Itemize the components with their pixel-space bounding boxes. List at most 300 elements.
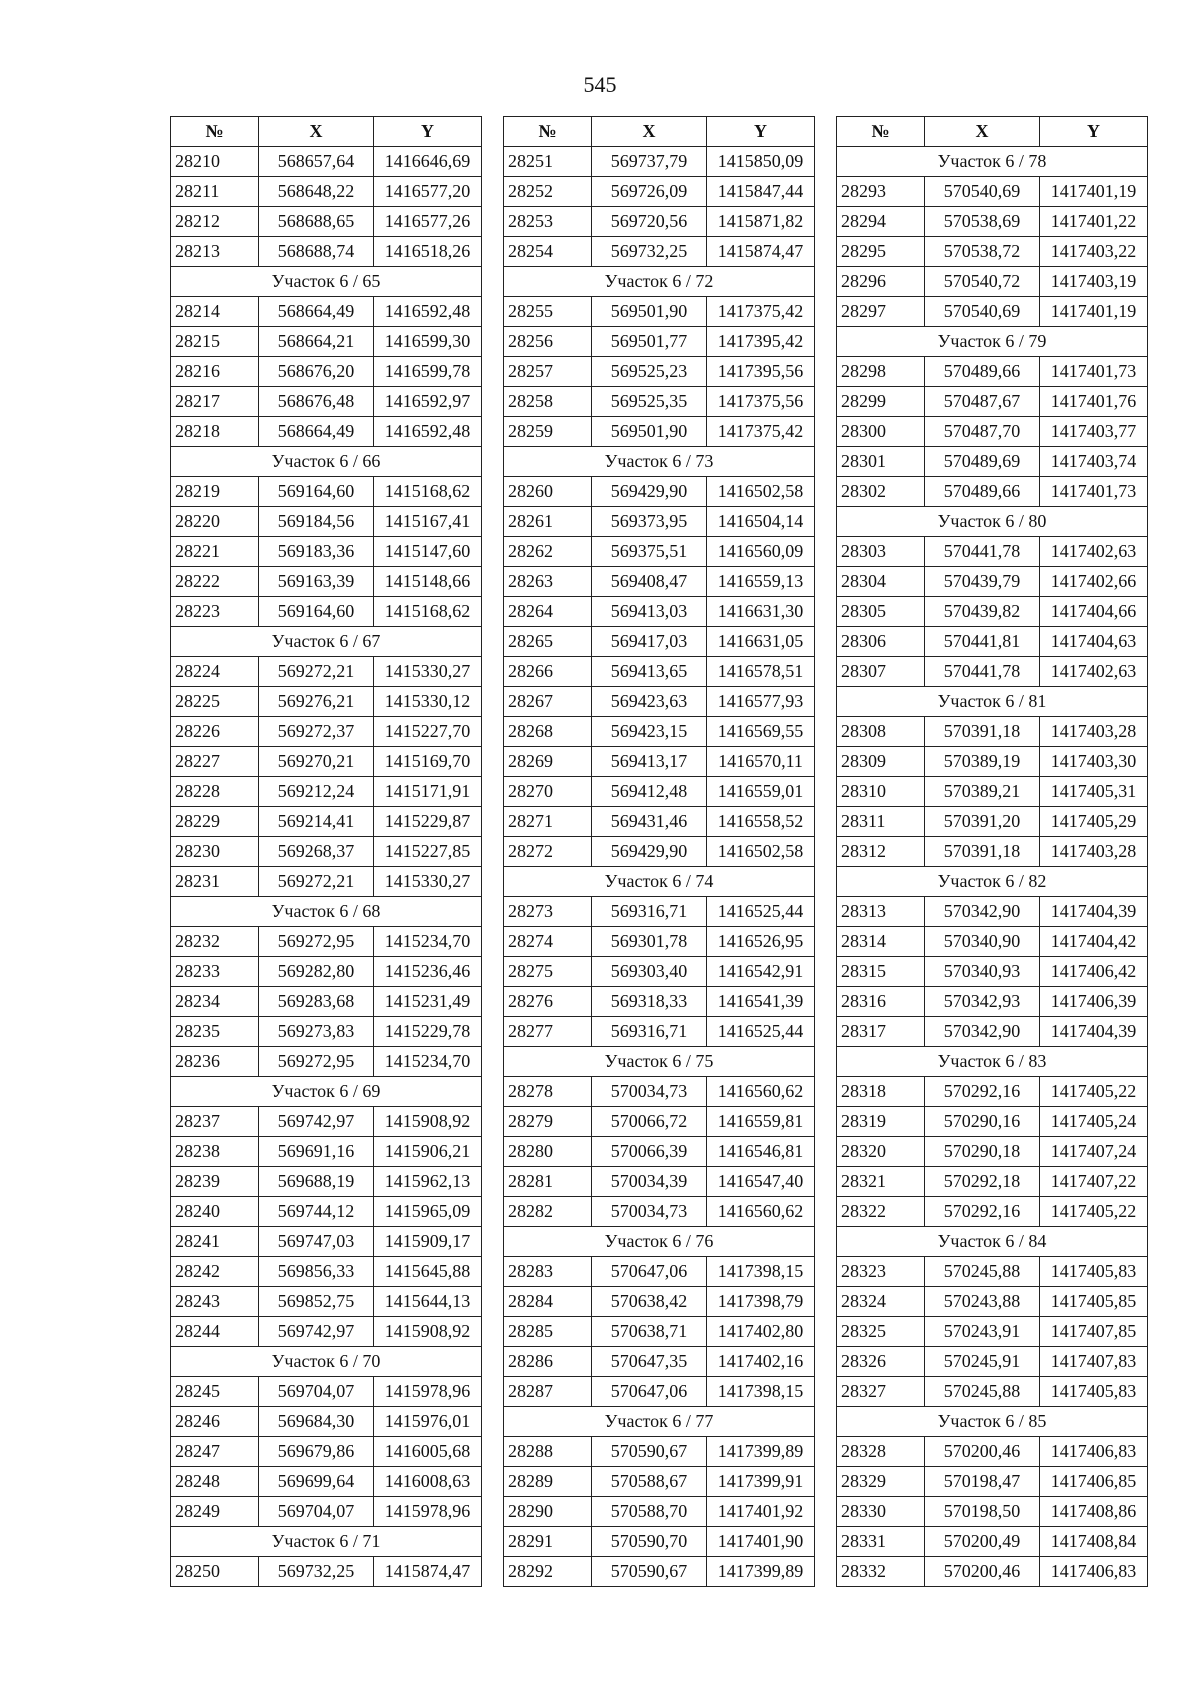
coord-y: 1417375,42 [707,417,815,447]
coord-x: 569525,23 [592,357,707,387]
point-number: 28264 [504,597,592,627]
coord-y: 1415147,60 [374,537,482,567]
coord-y: 1417404,39 [1040,897,1148,927]
table-row [837,237,1148,267]
table-row [504,747,815,777]
section-row [837,1407,1148,1437]
table-row [837,897,1148,927]
section-title: Участок 6 / 79 [837,327,1148,357]
point-number: 28231 [171,867,259,897]
point-number: 28213 [171,237,259,267]
section-row [504,447,815,477]
coord-x: 569272,95 [259,927,374,957]
table-row [171,327,482,357]
point-number: 28310 [837,777,925,807]
coord-y: 1417402,63 [1040,657,1148,687]
coord-y: 1417404,39 [1040,1017,1148,1047]
point-number: 28304 [837,567,925,597]
coord-y: 1415330,27 [374,657,482,687]
point-number: 28257 [504,357,592,387]
table-row [171,537,482,567]
coord-y: 1416560,62 [707,1077,815,1107]
table-row [171,1467,482,1497]
coord-y: 1416631,05 [707,627,815,657]
coord-x: 569212,24 [259,777,374,807]
section-title: Участок 6 / 75 [504,1047,815,1077]
point-number: 28267 [504,687,592,717]
table-row [171,357,482,387]
table-row [837,657,1148,687]
coord-y: 1417404,66 [1040,597,1148,627]
header-y: Y [1040,117,1148,147]
coord-x: 569679,86 [259,1437,374,1467]
point-number: 28237 [171,1107,259,1137]
coord-x: 569688,19 [259,1167,374,1197]
coord-y: 1417406,83 [1040,1557,1148,1587]
table-row [504,627,815,657]
point-number: 28274 [504,927,592,957]
point-number: 28292 [504,1557,592,1587]
coord-y: 1415645,88 [374,1257,482,1287]
section-row [837,327,1148,357]
coord-y: 1417404,63 [1040,627,1148,657]
coord-x: 570540,69 [925,177,1040,207]
coord-x: 570647,35 [592,1347,707,1377]
coord-x: 570200,46 [925,1437,1040,1467]
coord-x: 569525,35 [592,387,707,417]
coord-x: 570243,91 [925,1317,1040,1347]
coord-y: 1416577,20 [374,177,482,207]
point-number: 28272 [504,837,592,867]
coord-y: 1415644,13 [374,1287,482,1317]
coord-y: 1416599,78 [374,357,482,387]
coord-y: 1417406,39 [1040,987,1148,1017]
coord-y: 1417406,85 [1040,1467,1148,1497]
coord-x: 568664,49 [259,417,374,447]
coord-x: 569318,33 [592,987,707,1017]
table-row [504,987,815,1017]
table-row [171,1287,482,1317]
coord-x: 570340,90 [925,927,1040,957]
table-row [171,1167,482,1197]
table-row [504,1257,815,1287]
coord-x: 570066,39 [592,1137,707,1167]
coord-x: 570647,06 [592,1377,707,1407]
table-row [504,297,815,327]
table-row [171,1407,482,1437]
coord-y: 1415976,01 [374,1407,482,1437]
table-header [504,117,815,147]
coord-y: 1415148,66 [374,567,482,597]
coord-x: 570290,18 [925,1137,1040,1167]
point-number: 28273 [504,897,592,927]
table-row [171,867,482,897]
point-number: 28241 [171,1227,259,1257]
point-number: 28223 [171,597,259,627]
coord-y: 1416502,58 [707,477,815,507]
table-row [837,777,1148,807]
point-number: 28279 [504,1107,592,1137]
coord-y: 1416559,01 [707,777,815,807]
point-number: 28225 [171,687,259,717]
coord-y: 1417405,22 [1040,1197,1148,1227]
coord-x: 569283,68 [259,987,374,1017]
coord-x: 570389,19 [925,747,1040,777]
table-row [837,1467,1148,1497]
table-row [837,207,1148,237]
coord-x: 570245,88 [925,1377,1040,1407]
coord-x: 569720,56 [592,207,707,237]
coord-y: 1417401,19 [1040,177,1148,207]
table-row [504,567,815,597]
table-row [504,147,815,177]
coord-x: 570590,67 [592,1437,707,1467]
coord-x: 569164,60 [259,477,374,507]
section-title: Участок 6 / 71 [171,1527,482,1557]
coord-x: 570439,82 [925,597,1040,627]
coord-x: 570540,69 [925,297,1040,327]
coord-x: 568657,64 [259,147,374,177]
coord-y: 1417402,80 [707,1317,815,1347]
coord-x: 569412,48 [592,777,707,807]
section-row [837,147,1148,177]
table-row [837,1377,1148,1407]
coord-y: 1417401,19 [1040,297,1148,327]
coord-y: 1417406,83 [1040,1437,1148,1467]
coord-y: 1415236,46 [374,957,482,987]
point-number: 28277 [504,1017,592,1047]
coord-y: 1415874,47 [374,1557,482,1587]
coord-y: 1416525,44 [707,1017,815,1047]
coord-x: 570489,69 [925,447,1040,477]
coord-y: 1415171,91 [374,777,482,807]
coord-x: 570292,16 [925,1197,1040,1227]
table-row [171,1107,482,1137]
coord-x: 570638,42 [592,1287,707,1317]
table-row [837,267,1148,297]
coord-y: 1417399,91 [707,1467,815,1497]
point-number: 28220 [171,507,259,537]
coord-y: 1415229,87 [374,807,482,837]
table-row [837,1077,1148,1107]
point-number: 28260 [504,477,592,507]
coord-y: 1417403,28 [1040,837,1148,867]
table-row [504,1347,815,1377]
section-title: Участок 6 / 66 [171,447,482,477]
coord-x: 569742,97 [259,1107,374,1137]
section-title: Участок 6 / 72 [504,267,815,297]
table-row [171,837,482,867]
table-row [171,957,482,987]
section-title: Участок 6 / 74 [504,867,815,897]
coord-y: 1416646,69 [374,147,482,177]
coord-x: 570590,70 [592,1527,707,1557]
coord-y: 1417407,24 [1040,1137,1148,1167]
coord-y: 1417402,66 [1040,567,1148,597]
coord-y: 1417403,74 [1040,447,1148,477]
point-number: 28211 [171,177,259,207]
point-number: 28221 [171,537,259,567]
point-number: 28252 [504,177,592,207]
point-number: 28218 [171,417,259,447]
coord-x: 568664,21 [259,327,374,357]
table-row [504,507,815,537]
coordinates-table-2 [503,116,815,1587]
table-row [171,297,482,327]
table-row [504,387,815,417]
coord-x: 570588,67 [592,1467,707,1497]
section-row [837,507,1148,537]
point-number: 28296 [837,267,925,297]
table-row [171,507,482,537]
table-row [171,417,482,447]
coord-x: 569270,21 [259,747,374,777]
table-row [837,177,1148,207]
section-title: Участок 6 / 83 [837,1047,1148,1077]
coord-y: 1416518,26 [374,237,482,267]
coord-x: 569273,83 [259,1017,374,1047]
coord-y: 1417405,24 [1040,1107,1148,1137]
point-number: 28302 [837,477,925,507]
coord-x: 569268,37 [259,837,374,867]
coord-y: 1416599,30 [374,327,482,357]
point-number: 28249 [171,1497,259,1527]
point-number: 28319 [837,1107,925,1137]
coord-x: 569163,39 [259,567,374,597]
coord-y: 1416578,51 [707,657,815,687]
coordinates-table-3 [836,116,1148,1587]
point-number: 28332 [837,1557,925,1587]
table-row [171,1257,482,1287]
table-row [171,1497,482,1527]
coord-y: 1417395,56 [707,357,815,387]
table-row [504,807,815,837]
coord-y: 1415227,85 [374,837,482,867]
table-row [837,807,1148,837]
coord-y: 1416526,95 [707,927,815,957]
table-row [171,1377,482,1407]
point-number: 28280 [504,1137,592,1167]
point-number: 28243 [171,1287,259,1317]
table-row [171,1137,482,1167]
coord-y: 1416577,26 [374,207,482,237]
coord-x: 569732,25 [259,1557,374,1587]
table-row [504,657,815,687]
coord-x: 569726,09 [592,177,707,207]
coord-y: 1416008,63 [374,1467,482,1497]
point-number: 28240 [171,1197,259,1227]
point-number: 28254 [504,237,592,267]
table-row [504,1467,815,1497]
coord-y: 1417375,56 [707,387,815,417]
section-title: Участок 6 / 68 [171,897,482,927]
coord-y: 1416570,11 [707,747,815,777]
point-number: 28256 [504,327,592,357]
coord-y: 1417408,86 [1040,1497,1148,1527]
coord-x: 570245,88 [925,1257,1040,1287]
coord-x: 570243,88 [925,1287,1040,1317]
coord-x: 569501,77 [592,327,707,357]
section-row [171,627,482,657]
coord-y: 1415330,12 [374,687,482,717]
coord-y: 1416592,97 [374,387,482,417]
coord-y: 1417399,89 [707,1557,815,1587]
table-row [171,987,482,1017]
table-row [504,477,815,507]
section-row [171,267,482,297]
point-number: 28309 [837,747,925,777]
section-row [504,1227,815,1257]
table-row [837,747,1148,777]
point-number: 28312 [837,837,925,867]
table-row [504,957,815,987]
point-number: 28299 [837,387,925,417]
coord-y: 1417407,22 [1040,1167,1148,1197]
coord-y: 1415167,41 [374,507,482,537]
table-row [504,897,815,927]
section-title: Участок 6 / 84 [837,1227,1148,1257]
point-number: 28217 [171,387,259,417]
coord-x: 570034,39 [592,1167,707,1197]
coord-y: 1417398,15 [707,1377,815,1407]
table-row [504,177,815,207]
header-number: № [171,117,259,147]
table-row [171,687,482,717]
table-row [171,387,482,417]
point-number: 28284 [504,1287,592,1317]
coord-x: 569272,37 [259,717,374,747]
point-number: 28301 [837,447,925,477]
point-number: 28236 [171,1047,259,1077]
section-title: Участок 6 / 78 [837,147,1148,177]
coord-y: 1416559,81 [707,1107,815,1137]
coord-x: 570342,90 [925,897,1040,927]
table-row [171,1437,482,1467]
table-header [171,117,482,147]
point-number: 28227 [171,747,259,777]
coord-x: 570245,91 [925,1347,1040,1377]
point-number: 28247 [171,1437,259,1467]
section-title: Участок 6 / 82 [837,867,1148,897]
coord-x: 569423,15 [592,717,707,747]
section-row [171,1077,482,1107]
table-row [504,597,815,627]
point-number: 28265 [504,627,592,657]
coord-x: 570538,72 [925,237,1040,267]
coord-x: 570034,73 [592,1077,707,1107]
table-row [837,1107,1148,1137]
table-row [171,1557,482,1587]
table-row [171,147,482,177]
table-row [171,1317,482,1347]
coord-y: 1417408,84 [1040,1527,1148,1557]
table-row [171,1197,482,1227]
coordinates-table-1 [170,116,482,1587]
table-row [837,597,1148,627]
table-header [837,117,1148,147]
table-row [837,1197,1148,1227]
point-number: 28314 [837,927,925,957]
table-row [171,597,482,627]
coord-x: 569742,97 [259,1317,374,1347]
table-row [837,1557,1148,1587]
point-number: 28327 [837,1377,925,1407]
table-row [504,1317,815,1347]
coord-y: 1417402,63 [1040,537,1148,567]
coord-x: 569423,63 [592,687,707,717]
point-number: 28248 [171,1467,259,1497]
coord-x: 570540,72 [925,267,1040,297]
point-number: 28300 [837,417,925,447]
section-row [171,897,482,927]
coord-y: 1415231,49 [374,987,482,1017]
table-row [171,777,482,807]
coord-y: 1416558,52 [707,807,815,837]
point-number: 28323 [837,1257,925,1287]
section-title: Участок 6 / 67 [171,627,482,657]
header-x: X [259,117,374,147]
header-y: Y [374,117,482,147]
coord-x: 569373,95 [592,507,707,537]
point-number: 28222 [171,567,259,597]
coord-x: 568664,49 [259,297,374,327]
coord-y: 1417401,92 [707,1497,815,1527]
point-number: 28244 [171,1317,259,1347]
coord-y: 1416560,62 [707,1197,815,1227]
section-title: Участок 6 / 77 [504,1407,815,1437]
coord-x: 570487,67 [925,387,1040,417]
table-row [504,357,815,387]
table-row [171,1017,482,1047]
coord-y: 1417375,42 [707,297,815,327]
point-number: 28258 [504,387,592,417]
coord-y: 1416559,13 [707,567,815,597]
point-number: 28324 [837,1287,925,1317]
coord-y: 1415234,70 [374,1047,482,1077]
table-row [837,957,1148,987]
coord-y: 1416547,40 [707,1167,815,1197]
header-number: № [837,117,925,147]
table-row [504,1497,815,1527]
coord-x: 569183,36 [259,537,374,567]
coord-y: 1417398,79 [707,1287,815,1317]
coord-y: 1416541,39 [707,987,815,1017]
coord-y: 1415168,62 [374,597,482,627]
coord-y: 1416592,48 [374,417,482,447]
section-title: Участок 6 / 80 [837,507,1148,537]
section-title: Участок 6 / 70 [171,1347,482,1377]
section-row [837,867,1148,897]
coord-x: 568676,48 [259,387,374,417]
section-row [504,867,815,897]
table-row [171,927,482,957]
point-number: 28234 [171,987,259,1017]
table-row [504,1107,815,1137]
coord-x: 570647,06 [592,1257,707,1287]
point-number: 28329 [837,1467,925,1497]
table-row [504,1167,815,1197]
point-number: 28306 [837,627,925,657]
table-row [504,1557,815,1587]
point-number: 28291 [504,1527,592,1557]
coord-y: 1417407,83 [1040,1347,1148,1377]
point-number: 28266 [504,657,592,687]
table-row [504,1017,815,1047]
section-row [837,1047,1148,1077]
table-row [837,1317,1148,1347]
coord-x: 568688,74 [259,237,374,267]
coord-y: 1416592,48 [374,297,482,327]
